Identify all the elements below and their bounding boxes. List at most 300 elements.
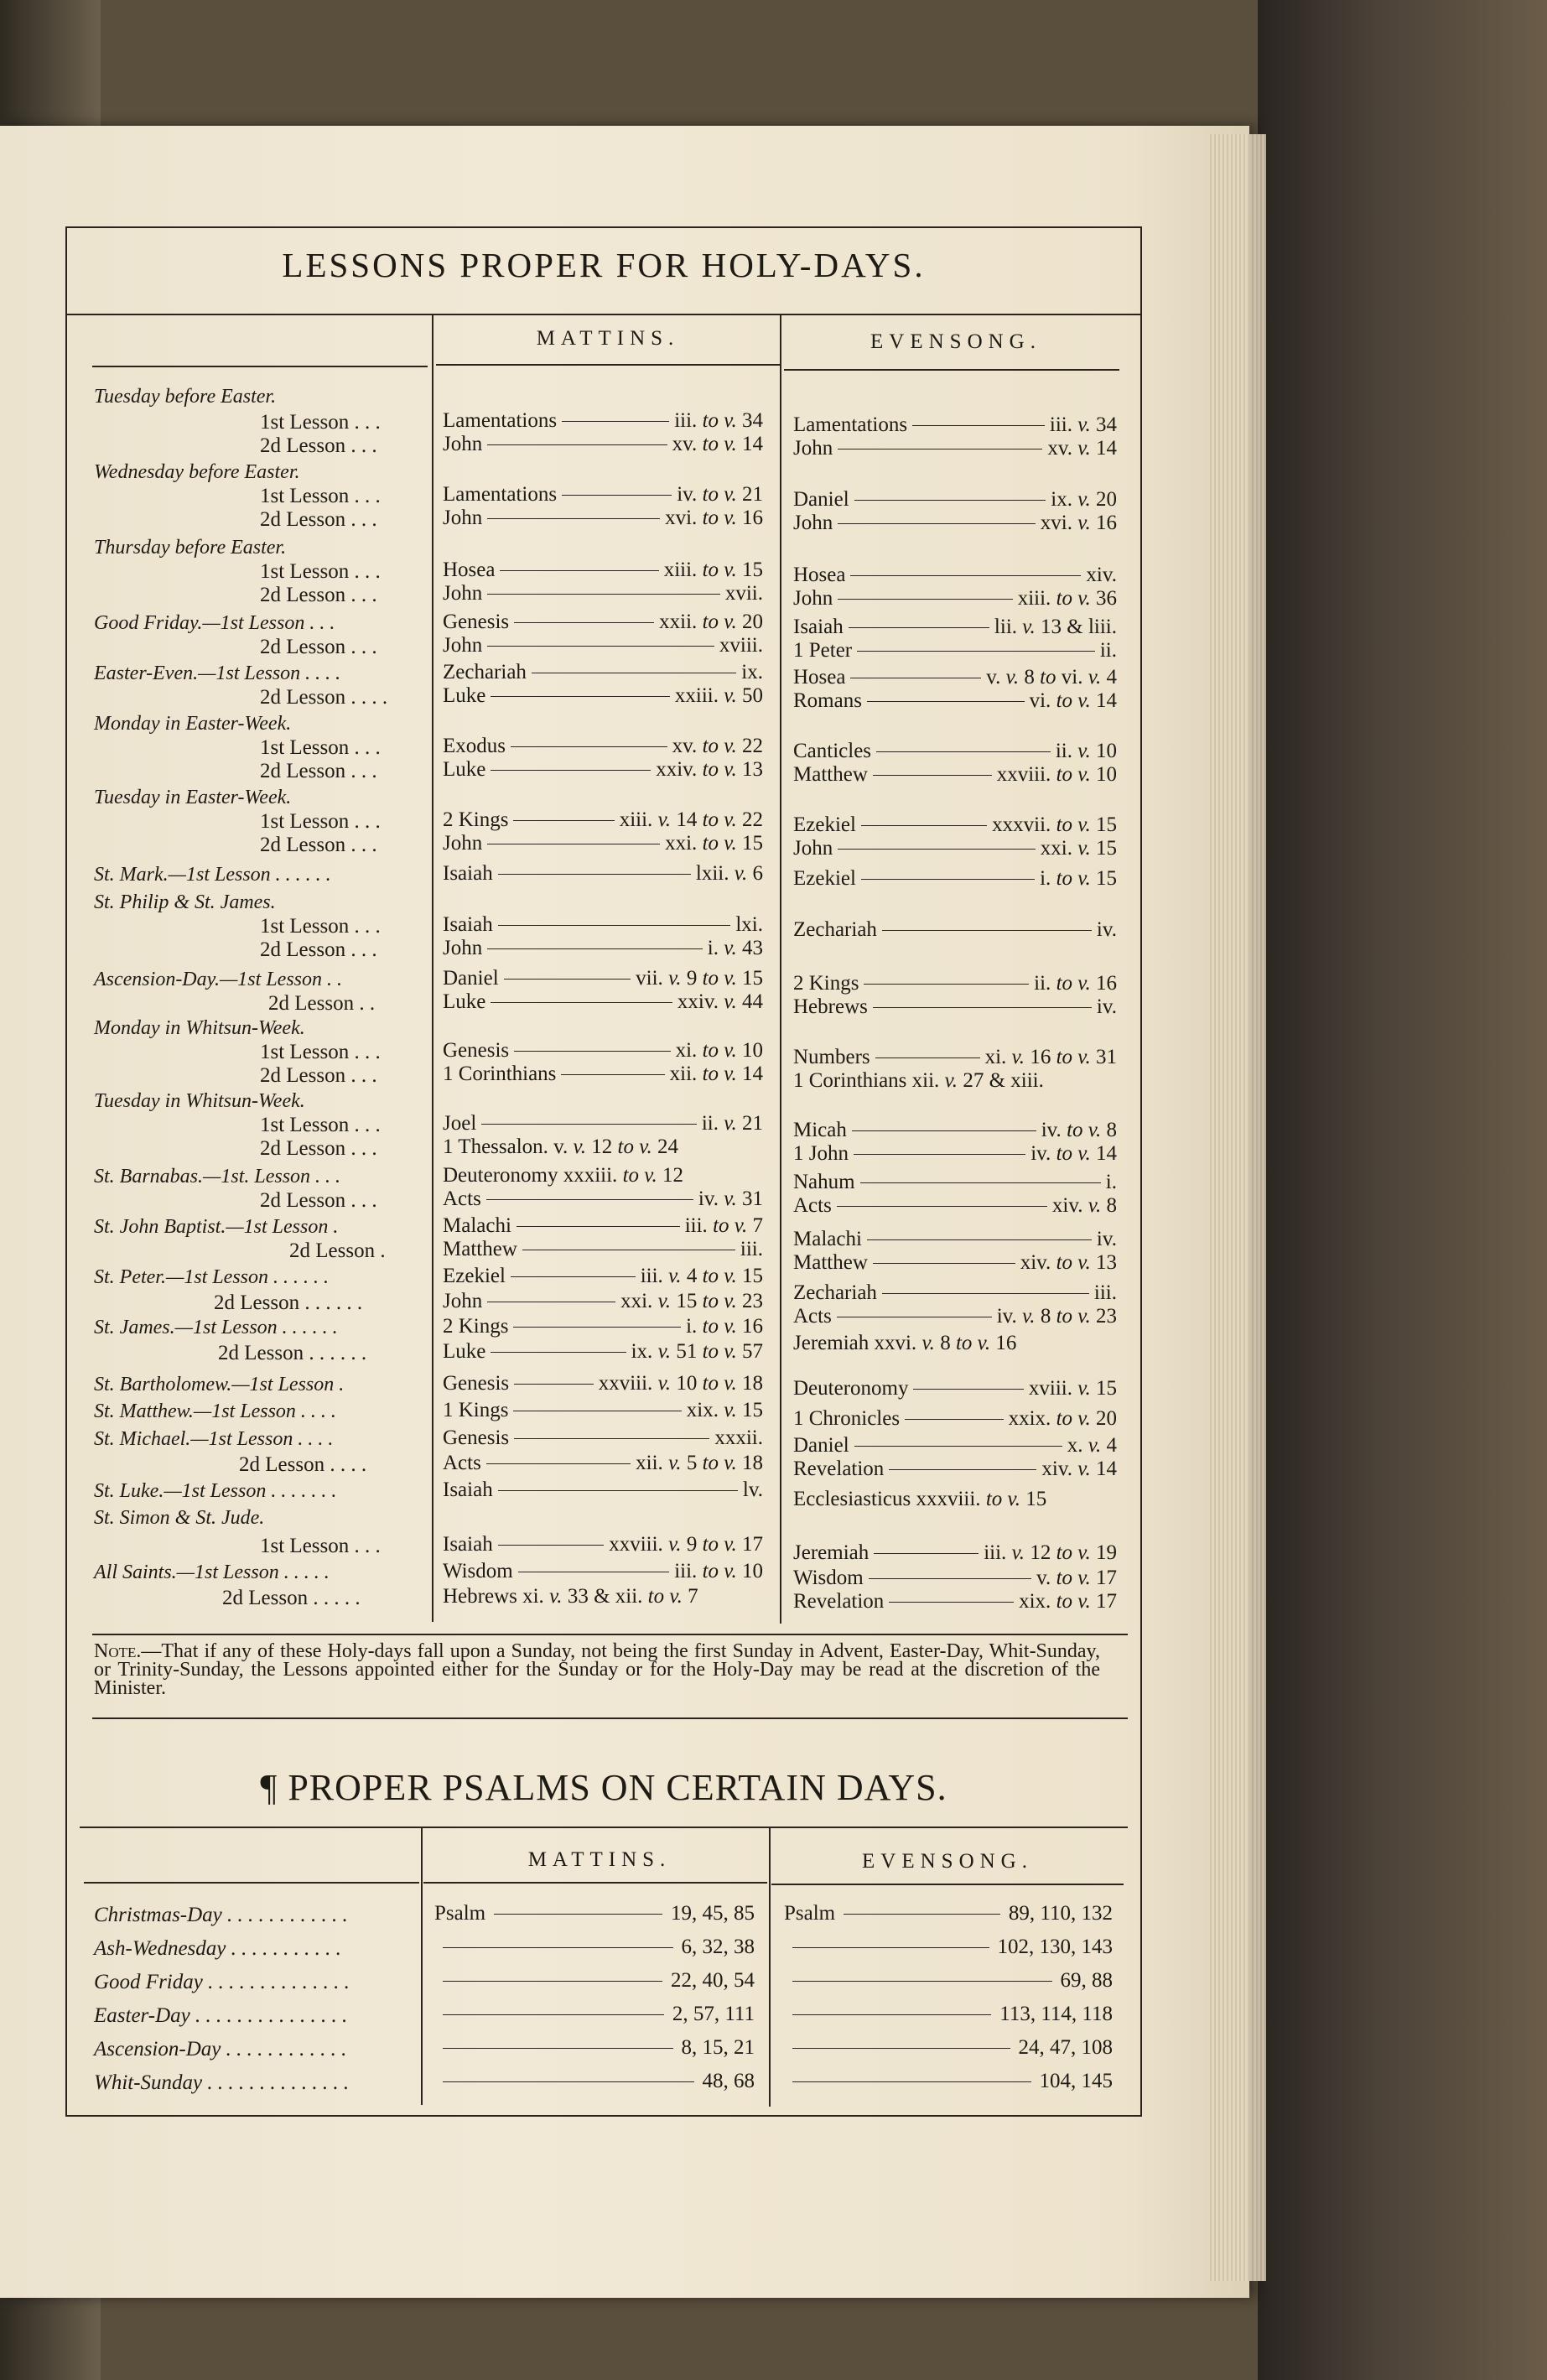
- leader-line: [854, 1154, 1025, 1155]
- book: John: [443, 507, 483, 529]
- evensong-entry: [793, 413, 1117, 437]
- reference: xxiv. v. 44: [677, 990, 763, 1013]
- mattins-entry: [443, 967, 763, 990]
- reference: v. v. 8 to vi. v. 4: [986, 666, 1117, 689]
- evensong-entry: [793, 740, 1117, 763]
- evensong-header: EVENSONG.: [870, 330, 1041, 353]
- reference: iii. to v. 7: [684, 1214, 763, 1237]
- holy-day-name: Thursday before Easter.: [94, 537, 287, 559]
- lesson-label: 1st Lesson . . .: [260, 1041, 381, 1063]
- book: Ezekiel: [793, 867, 856, 890]
- leader-line: [854, 500, 1046, 501]
- reference: xiv. v. 8: [1051, 1194, 1117, 1217]
- psalm-numbers: 102, 130, 143: [997, 1936, 1113, 1958]
- psalm-numbers: 22, 40, 54: [671, 1969, 755, 1992]
- mattins-entry: [443, 1533, 763, 1556]
- book: 1 Corinthians: [443, 1063, 557, 1085]
- mattins-entry: [443, 611, 763, 634]
- evensong-entry: [793, 1281, 1117, 1305]
- leader-line: [487, 594, 720, 595]
- note-text: —That if any of these Holy-days fall upon a Sunday, not being the first Sunday in Advent, Easter-Day, Whit-Sunday, or Trinity-Sunday, the Lessons appointed either for the Sunday or for the Holy-Day may be read at the discretion of the Minister.: [94, 1640, 1100, 1699]
- leader-line: [491, 1352, 626, 1353]
- leader-line: [854, 1446, 1062, 1447]
- holy-day-name: St. Matthew.—1st Lesson . . . .: [94, 1400, 336, 1422]
- psalm-numbers: 104, 145: [1039, 2070, 1113, 2092]
- evensong-entry: [793, 488, 1117, 512]
- mattins-entry: [443, 433, 763, 456]
- book: Genesis: [443, 1039, 510, 1062]
- reference: iv. v. 31: [698, 1187, 763, 1210]
- reference: lxii. v. 6: [695, 862, 763, 885]
- leader-line: [867, 701, 1025, 702]
- holy-day-name: St. Luke.—1st Lesson . . . . . . .: [94, 1480, 337, 1502]
- book: John: [443, 1290, 483, 1312]
- leader-line: [844, 1914, 1000, 1915]
- book: 1 Kings: [443, 1399, 509, 1421]
- leader-line: [849, 627, 989, 628]
- leader-line: [860, 1182, 1101, 1183]
- reference: xxi. v. 15 to v. 23: [620, 1290, 763, 1312]
- evensong-entry: [793, 1171, 1117, 1194]
- reference: xii. v. 5 to v. 18: [636, 1452, 763, 1474]
- book: Daniel: [793, 488, 849, 511]
- page-edges: [1207, 134, 1266, 2281]
- leader-line: [514, 1051, 670, 1052]
- leader-line: [792, 1981, 1052, 1982]
- psalm-numbers: 19, 45, 85: [671, 1902, 755, 1925]
- mattins-entry: [443, 634, 763, 657]
- lesson-label: 2d Lesson . . .: [260, 584, 377, 606]
- holy-day-name: St. Barnabas.—1st. Lesson . . .: [94, 1166, 341, 1187]
- leader-line: [443, 1981, 662, 1982]
- lesson-label: 2d Lesson . . .: [260, 1189, 377, 1212]
- reference: iii. to v. 34: [674, 409, 763, 432]
- psalms-evensong-header: EVENSONG.: [862, 1850, 1033, 1873]
- psalm-mattins-entry: [434, 2036, 755, 2060]
- reference: iii. v. 34: [1049, 413, 1117, 436]
- reference: xxiv. to v. 13: [656, 758, 763, 781]
- mattins-entry: [443, 758, 763, 782]
- reference: xxxii.: [714, 1426, 763, 1449]
- reference: xi. to v. 10: [675, 1039, 763, 1062]
- book: Zechariah: [443, 661, 527, 683]
- reference: iii.: [740, 1238, 763, 1260]
- lesson-label: 1st Lesson . . .: [260, 915, 381, 938]
- holy-day-name: Tuesday in Easter-Week.: [94, 787, 292, 808]
- reference: ii. v. 21: [701, 1112, 763, 1135]
- holy-day-name: St. John Baptist.—1st Lesson .: [94, 1216, 339, 1238]
- mattins-entry: [443, 862, 763, 886]
- book: Genesis: [443, 1372, 510, 1395]
- psalm-numbers: 8, 15, 21: [681, 2036, 755, 2059]
- psalm-label: Psalm: [784, 1902, 836, 1925]
- leader-line: [792, 1947, 989, 1948]
- book: John: [793, 837, 833, 860]
- psalm-evensong-entry: [784, 2070, 1113, 2093]
- reference: ii. v. 10: [1055, 740, 1117, 762]
- psalm-day-name: Whit-Sunday . . . . . . . . . . . . . .: [94, 2071, 350, 2094]
- evensong-entry: [793, 437, 1117, 460]
- lesson-label: 2d Lesson .: [289, 1239, 386, 1262]
- reference: xviii.: [719, 634, 763, 657]
- leader-line: [486, 1199, 693, 1200]
- evensong-entry: [793, 1458, 1117, 1481]
- leader-line: [792, 2048, 1010, 2049]
- mattins-entry: [443, 1164, 763, 1187]
- lesson-label: 1st Lesson . . .: [260, 560, 381, 583]
- reference: xxi. v. 15: [1040, 837, 1117, 860]
- book: Matthew: [443, 1238, 517, 1260]
- evensong-entry: [793, 1541, 1117, 1565]
- reference: vi. to v. 14: [1029, 689, 1117, 712]
- book: Matthew: [793, 763, 868, 786]
- book: Nahum: [793, 1171, 855, 1193]
- book: Lamentations: [443, 409, 558, 432]
- lesson-label: 2d Lesson . .: [268, 992, 376, 1015]
- holy-day-name: St. Peter.—1st Lesson . . . . . .: [94, 1266, 330, 1288]
- lesson-label: 2d Lesson . . . .: [239, 1453, 367, 1476]
- leader-line: [487, 444, 667, 445]
- psalm-numbers: 48, 68: [702, 2070, 755, 2092]
- evensong-entry: [793, 1194, 1117, 1218]
- reference: iv. to v. 14: [1030, 1142, 1117, 1165]
- book: John: [443, 937, 483, 959]
- psalms-divider-1: [421, 1827, 423, 2105]
- book: Acts: [443, 1187, 481, 1210]
- mattins-entry: [443, 559, 763, 582]
- leader-line: [443, 1947, 673, 1948]
- leader-line: [873, 1007, 1092, 1008]
- mattins-entry: [443, 913, 763, 937]
- lesson-label: 2d Lesson . . .: [260, 1137, 377, 1160]
- book: Jeremiah: [793, 1541, 870, 1564]
- reference: xxi. to v. 15: [665, 832, 763, 855]
- reference: iv. v. 8 to v. 23: [996, 1305, 1117, 1328]
- evensong-entry: [793, 639, 1117, 663]
- note: [94, 1642, 1100, 1697]
- book: Hosea: [793, 564, 846, 586]
- header-rule-left: [92, 366, 428, 367]
- psalm-numbers: 89, 110, 132: [1008, 1902, 1113, 1925]
- psalm-day-name: Easter-Day . . . . . . . . . . . . . . .: [94, 2004, 348, 2027]
- leader-line: [562, 495, 672, 496]
- psalm-day-name: Good Friday . . . . . . . . . . . . . .: [94, 1971, 350, 1993]
- leader-line: [514, 622, 654, 623]
- leader-line: [561, 1074, 664, 1075]
- lessons-title: LESSONS PROPER FOR HOLY-DAYS.: [282, 246, 926, 284]
- holy-day-name: Good Friday.—1st Lesson . . .: [94, 612, 335, 634]
- leader-line: [874, 1553, 979, 1554]
- mattins-entry: [443, 1135, 763, 1159]
- holy-day-name: Tuesday before Easter.: [94, 386, 277, 408]
- leader-line: [889, 1602, 1014, 1603]
- evensong-entry: [793, 1119, 1117, 1142]
- holy-day-name: St. Michael.—1st Lesson . . . .: [94, 1428, 334, 1450]
- book: Malachi: [443, 1214, 511, 1237]
- leader-line: [882, 930, 1092, 931]
- psalm-evensong-entry: [784, 1969, 1113, 1993]
- mattins-entry: [443, 1039, 763, 1063]
- book: Hosea: [443, 559, 496, 581]
- leader-line: [850, 575, 1081, 576]
- reference: xiii. to v. 15: [663, 559, 763, 581]
- mattins-entry: [443, 832, 763, 855]
- psalm-day-name: Ascension-Day . . . . . . . . . . . .: [94, 2038, 347, 2060]
- mattins-entry: [443, 409, 763, 433]
- leader-line: [511, 1276, 636, 1277]
- leader-line: [498, 925, 731, 926]
- evensong-entry: [793, 918, 1117, 942]
- book: Isaiah: [793, 616, 844, 638]
- reference: xiv. to v. 13: [1020, 1251, 1117, 1274]
- reference: xxxvii. to v. 15: [992, 813, 1117, 836]
- psalm-day-name: Christmas-Day . . . . . . . . . . . .: [94, 1904, 348, 1926]
- leader-line: [491, 770, 651, 771]
- reference: i. to v. 15: [1040, 867, 1117, 890]
- reference: iv.: [1096, 918, 1117, 941]
- book: Canticles: [793, 740, 872, 762]
- book: Jeremiah xxvi. v. 8 to v. 16: [793, 1332, 1017, 1354]
- book: Isaiah: [443, 1478, 493, 1501]
- reference: xviii. v. 15: [1028, 1377, 1117, 1400]
- reference: ix. v. 20: [1051, 488, 1117, 511]
- reference: ii. to v. 16: [1034, 972, 1117, 995]
- mattins-entry: [443, 808, 763, 832]
- psalm-mattins-entry: [434, 2070, 755, 2093]
- psalm-mattins-entry: [434, 1936, 755, 1959]
- leader-line: [792, 2014, 991, 2015]
- book: Wisdom: [793, 1567, 864, 1589]
- leader-line: [504, 979, 631, 980]
- reference: xxviii. v. 10 to v. 18: [598, 1372, 763, 1395]
- holy-day-name: St. Philip & St. James.: [94, 891, 276, 913]
- reference: xv. to v. 14: [672, 433, 763, 455]
- book: John: [443, 634, 483, 657]
- leader-line: [867, 1239, 1092, 1240]
- mattins-entry: [443, 1063, 763, 1086]
- evensong-entry: [793, 995, 1117, 1019]
- note-lead: Note.: [94, 1640, 142, 1662]
- note-rule-top: [92, 1634, 1128, 1635]
- book: Deuteronomy xxxiii. to v. 12: [443, 1164, 683, 1187]
- book: Luke: [443, 1340, 486, 1363]
- reference: xiii. v. 14 to v. 22: [619, 808, 763, 831]
- leader-line: [838, 523, 1036, 524]
- leader-line: [487, 646, 714, 647]
- mattins-header: MATTINS.: [536, 327, 680, 350]
- mattins-entry: [443, 1372, 763, 1395]
- reference: xii. to v. 14: [669, 1063, 763, 1085]
- book: Matthew: [793, 1251, 868, 1274]
- holy-day-name: St. Simon & St. Jude.: [94, 1507, 265, 1529]
- psalms-rule-right: [771, 1884, 1124, 1885]
- psalm-evensong-entry: [784, 1902, 1113, 1925]
- evensong-entry: [793, 1251, 1117, 1275]
- leader-line: [869, 1578, 1031, 1579]
- psalm-numbers: 69, 88: [1060, 1969, 1113, 1992]
- mattins-entry: [443, 1214, 763, 1238]
- leader-line: [481, 1124, 697, 1125]
- leader-line: [514, 1384, 594, 1385]
- psalm-numbers: 2, 57, 111: [672, 2003, 755, 2025]
- header-rule-right: [784, 369, 1119, 371]
- leader-line: [498, 1545, 605, 1546]
- book: Luke: [443, 758, 486, 781]
- book: 1 Peter: [793, 639, 853, 662]
- leader-line: [443, 2081, 694, 2082]
- book: Luke: [443, 684, 486, 707]
- reference: xv. v. 14: [1047, 437, 1117, 460]
- mattins-entry: [443, 1452, 763, 1475]
- book: John: [793, 587, 833, 610]
- leader-line: [792, 2081, 1031, 2082]
- psalm-mattins-entry: [434, 1969, 755, 1993]
- evensong-entry: [793, 1377, 1117, 1400]
- reference: lv.: [742, 1478, 763, 1501]
- book: Luke: [443, 990, 486, 1013]
- mattins-entry: [443, 1112, 763, 1135]
- leader-line: [513, 820, 614, 821]
- evensong-entry: [793, 1590, 1117, 1614]
- leader-line: [838, 849, 1036, 850]
- reference: i. to v. 16: [686, 1315, 763, 1338]
- column-divider-1: [432, 314, 433, 1622]
- reference: xxiii. v. 50: [674, 684, 763, 707]
- lesson-label: 1st Lesson . . .: [260, 411, 381, 434]
- lesson-label: 2d Lesson . . .: [260, 1064, 377, 1087]
- psalms-title: ¶ PROPER PSALMS ON CERTAIN DAYS.: [260, 1767, 947, 1808]
- book: Isaiah: [443, 1533, 493, 1556]
- book: Revelation: [793, 1590, 885, 1613]
- book: Hebrews xi. v. 33 & xii. to v. 7: [443, 1585, 698, 1608]
- lesson-label: 2d Lesson . . .: [260, 508, 377, 531]
- leader-line: [562, 421, 669, 422]
- reference: iii. to v. 10: [674, 1560, 763, 1582]
- psalm-numbers: 6, 32, 38: [681, 1936, 755, 1958]
- reference: xxviii. to v. 10: [996, 763, 1117, 786]
- reference: xi. v. 16 to v. 31: [984, 1046, 1117, 1068]
- reference: ix. v. 51 to v. 57: [631, 1340, 763, 1363]
- lesson-label: 2d Lesson . . .: [260, 834, 377, 856]
- reference: v. to v. 17: [1036, 1567, 1117, 1589]
- mattins-entry: [443, 661, 763, 684]
- holy-day-name: Monday in Easter-Week.: [94, 713, 292, 735]
- book: Isaiah: [443, 862, 493, 885]
- evensong-entry: [793, 1434, 1117, 1458]
- book: John: [793, 512, 833, 534]
- mattins-entry: [443, 582, 763, 605]
- header-rule-mid: [436, 364, 780, 366]
- reference: ii.: [1099, 639, 1117, 662]
- reference: iv. to v. 8: [1041, 1119, 1117, 1141]
- leader-line: [486, 1463, 631, 1464]
- book: 2 Kings: [793, 972, 859, 995]
- mattins-entry: [443, 1399, 763, 1422]
- book: Numbers: [793, 1046, 870, 1068]
- reference: x. v. 4: [1067, 1434, 1117, 1457]
- book: Acts: [793, 1194, 832, 1217]
- psalm-label: Psalm: [434, 1902, 486, 1925]
- psalm-evensong-entry: [784, 1936, 1113, 1959]
- book: 1 Chronicles: [793, 1407, 901, 1430]
- mattins-entry: [443, 1560, 763, 1583]
- book: John: [443, 832, 483, 855]
- reference: ix.: [741, 661, 763, 683]
- evensong-entry: [793, 867, 1117, 891]
- holy-day-name: All Saints.—1st Lesson . . . . .: [94, 1562, 330, 1583]
- evensong-entry: [793, 666, 1117, 689]
- mattins-entry: [443, 1290, 763, 1313]
- lesson-label: 1st Lesson . . .: [260, 1535, 381, 1557]
- leader-line: [491, 1002, 672, 1003]
- book: Genesis: [443, 611, 510, 633]
- leader-line: [876, 751, 1051, 752]
- lesson-label: 2d Lesson . . .: [260, 760, 377, 782]
- book: Lamentations: [793, 413, 908, 436]
- reference: xiv.: [1086, 564, 1117, 586]
- book: Acts: [443, 1452, 481, 1474]
- psalm-mattins-entry: [434, 2003, 755, 2026]
- leader-line: [517, 1226, 680, 1227]
- psalm-numbers: 113, 114, 118: [999, 2003, 1113, 2025]
- book: John: [443, 582, 483, 605]
- book: Genesis: [443, 1426, 510, 1449]
- book: Exodus: [443, 735, 506, 757]
- lesson-label: 2d Lesson . . . .: [260, 686, 388, 709]
- leader-line: [494, 1914, 662, 1915]
- reference: iv. to v. 21: [677, 483, 763, 506]
- psalm-evensong-entry: [784, 2003, 1113, 2026]
- evensong-entry: [793, 1069, 1117, 1093]
- evensong-entry: [793, 972, 1117, 995]
- column-divider-2: [780, 314, 781, 1624]
- book: Ecclesiasticus xxxviii. to v. 15: [793, 1488, 1047, 1510]
- psalms-rule-mid: [423, 1882, 767, 1884]
- reference: i. v. 43: [707, 937, 763, 959]
- book: Lamentations: [443, 483, 558, 506]
- mattins-entry: [443, 1585, 763, 1608]
- leader-line: [912, 425, 1045, 426]
- evensong-entry: [793, 1046, 1117, 1069]
- leader-line: [864, 984, 1029, 985]
- mattins-entry: [443, 1265, 763, 1288]
- evensong-entry: [793, 1228, 1117, 1251]
- book: Joel: [443, 1112, 477, 1135]
- book: John: [793, 437, 833, 460]
- psalm-evensong-entry: [784, 2036, 1113, 2060]
- psalms-title-rule: [80, 1827, 1128, 1828]
- reference: xxix. to v. 20: [1008, 1407, 1117, 1430]
- book: Wisdom: [443, 1560, 513, 1582]
- reference: xvii.: [724, 582, 763, 605]
- leader-line: [514, 1438, 709, 1439]
- leader-line: [873, 775, 992, 776]
- leader-line: [913, 1389, 1023, 1390]
- reference: lxi.: [735, 913, 763, 936]
- leader-line: [498, 1490, 738, 1491]
- leader-line: [873, 1263, 1015, 1264]
- book: Isaiah: [443, 913, 493, 936]
- lesson-label: 1st Lesson . . .: [260, 736, 381, 759]
- psalms-divider-2: [769, 1827, 771, 2107]
- book: 1 Thessalon. v. v. 12 to v. 24: [443, 1135, 678, 1158]
- reference: iv.: [1096, 1228, 1117, 1250]
- lesson-label: 2d Lesson . . . . .: [222, 1587, 361, 1609]
- mattins-entry: [443, 937, 763, 960]
- lesson-label: 1st Lesson . . .: [260, 1114, 381, 1136]
- reference: lii. v. 13 & liii.: [994, 616, 1117, 638]
- evensong-entry: [793, 1567, 1117, 1590]
